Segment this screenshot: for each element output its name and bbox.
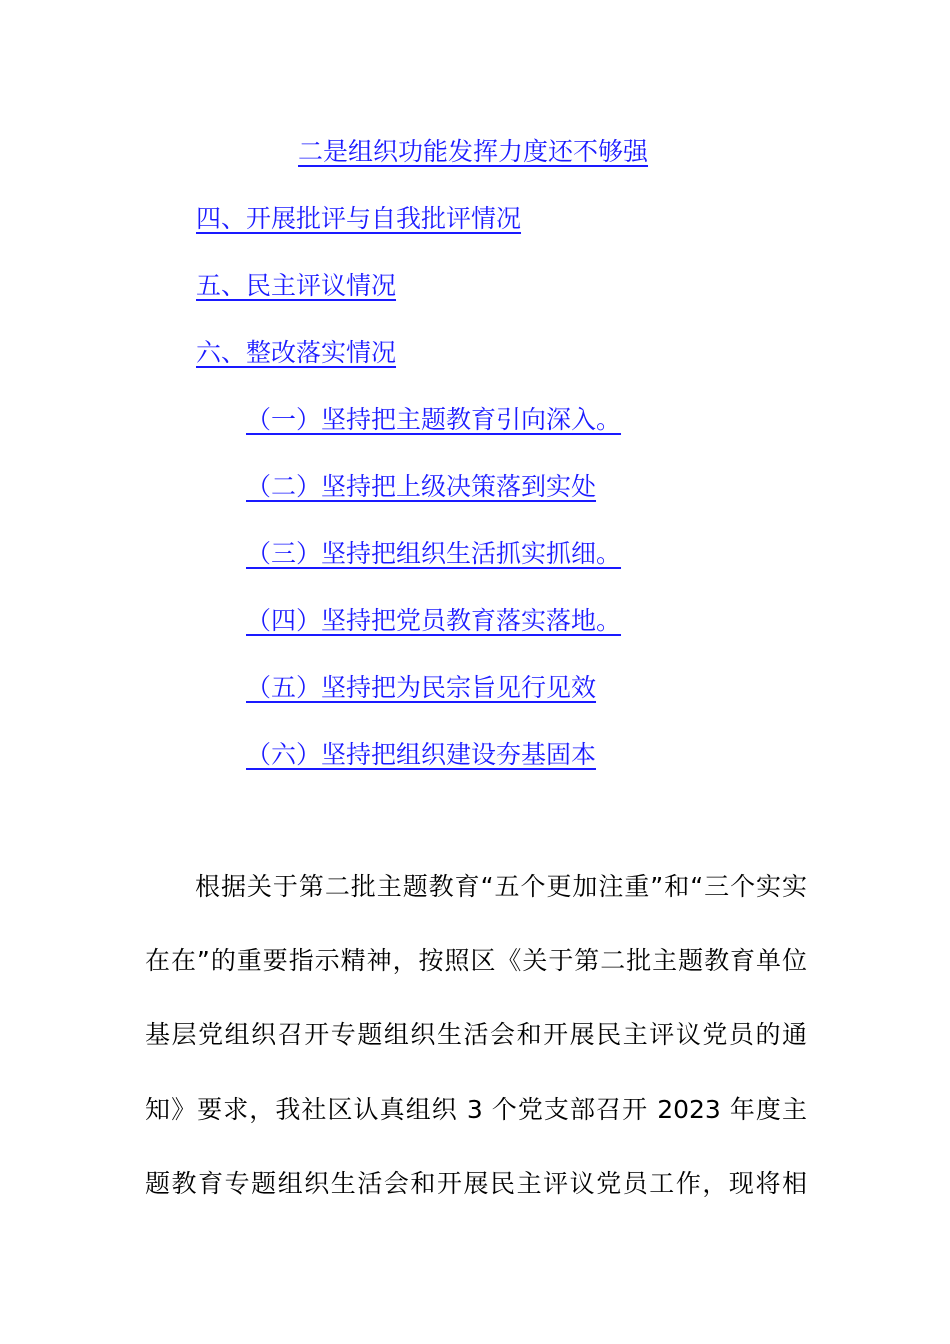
toc-link-criticism-self-criticism[interactable]: 四、开展批评与自我批评情况 (196, 204, 522, 233)
toc-link-subitem-3[interactable]: （三）坚持把组织生活抓实抓细。 (246, 539, 622, 568)
toc-link-subitem-2[interactable]: （二）坚持把上级决策落到实处 (246, 472, 597, 501)
toc-link-rectification[interactable]: 六、整改落实情况 (196, 338, 397, 367)
toc-link-subitem-5[interactable]: （五）坚持把为民宗旨见行见效 (246, 673, 597, 702)
toc-link-organization-function[interactable]: 二是组织功能发挥力度还不够强 (298, 137, 649, 166)
body-paragraph-line: 知》要求，我社区认真组织 3 个党支部召开 2023 年度主 (145, 1095, 807, 1124)
body-paragraph-line: 在在”的重要指示精神，按照区《关于第二批主题教育单位 (145, 946, 807, 975)
toc-link-subitem-1[interactable]: （一）坚持把主题教育引向深入。 (246, 405, 622, 434)
toc-link-subitem-6[interactable]: （六）坚持把组织建设夯基固本 (246, 740, 597, 769)
toc-link-subitem-4[interactable]: （四）坚持把党员教育落实落地。 (246, 606, 622, 635)
body-paragraph-line: 根据关于第二批主题教育“五个更加注重”和“三个实实 (195, 872, 807, 901)
body-paragraph-line: 题教育专题组织生活会和开展民主评议党员工作，现将相 (145, 1169, 807, 1198)
toc-link-democratic-evaluation[interactable]: 五、民主评议情况 (196, 271, 397, 300)
body-paragraph-line: 基层党组织召开专题组织生活会和开展民主评议党员的通 (145, 1020, 807, 1049)
